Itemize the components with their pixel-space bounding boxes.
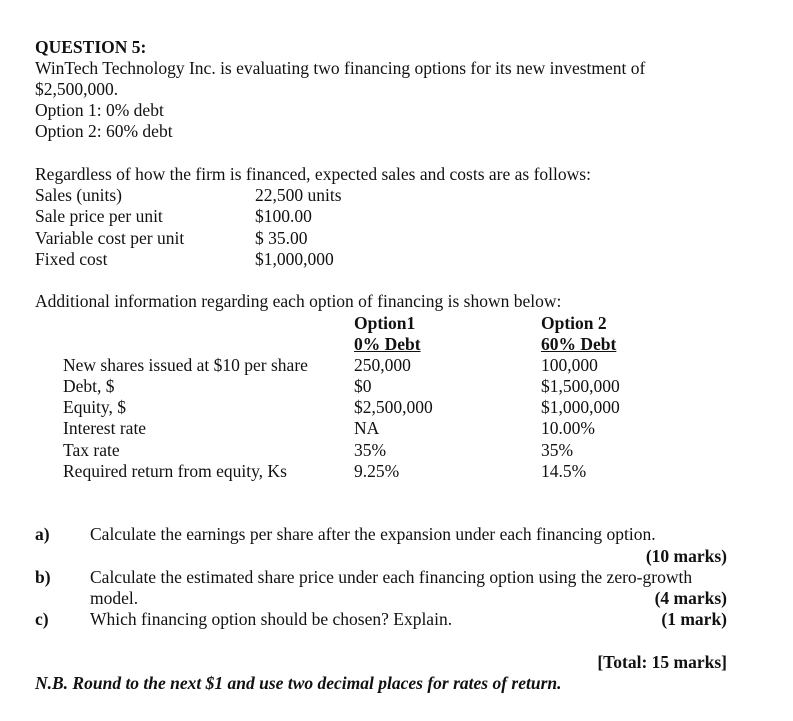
cost-label: Variable cost per unit — [35, 228, 185, 248]
row-value-option1: $0 — [354, 376, 372, 396]
part-text: Calculate the earnings per share after the expansion under each financing option. — [90, 524, 656, 544]
part-letter: b) — [35, 567, 51, 587]
costs-intro: Regardless of how the firm is financed, expected sales and costs are as follows: — [35, 164, 591, 184]
row-value-option2: 14.5% — [541, 461, 587, 481]
part-text-continued: model. — [90, 588, 139, 608]
row-value-option1: 9.25% — [354, 461, 400, 481]
option-1-line: Option 1: 0% debt — [35, 100, 164, 120]
row-value-option2: $1,500,000 — [541, 376, 620, 396]
intro-line-1: WinTech Technology Inc. is evaluating two financing options for its new investment of — [35, 58, 646, 78]
question-heading: QUESTION 5: — [35, 37, 147, 57]
intro-line-2: $2,500,000. — [35, 79, 119, 99]
col-subheader-option2: 60% Debt — [541, 334, 617, 354]
part-text: Which financing option should be chosen? Explain. — [90, 609, 453, 629]
row-value-option2: 10.00% — [541, 418, 595, 438]
row-label: Interest rate — [63, 418, 147, 438]
row-value-option1: $2,500,000 — [354, 397, 433, 417]
cost-label: Sale price per unit — [35, 206, 163, 226]
row-value-option2: $1,000,000 — [541, 397, 620, 417]
row-value-option1: 35% — [354, 440, 387, 460]
part-letter: c) — [35, 609, 49, 629]
row-label: Required return from equity, Ks — [63, 461, 287, 481]
part-text: Calculate the estimated share price under each financing option using the zero-growth — [90, 567, 693, 587]
row-label: New shares issued at $10 per share — [63, 355, 308, 375]
row-label: Debt, $ — [63, 376, 115, 396]
col-header-option2: Option 2 — [541, 313, 607, 333]
col-subheader-option1: 0% Debt — [354, 334, 421, 354]
part-marks: (10 marks) — [645, 546, 727, 566]
part-marks: (1 mark) — [661, 609, 727, 629]
cost-label: Sales (units) — [35, 185, 123, 205]
option-2-line: Option 2: 60% debt — [35, 121, 173, 141]
part-marks: (4 marks) — [654, 588, 727, 608]
cost-value: 22,500 units — [255, 185, 342, 205]
row-value-option1: 250,000 — [354, 355, 411, 375]
row-label: Tax rate — [63, 440, 120, 460]
row-label: Equity, $ — [63, 397, 127, 417]
additional-intro: Additional information regarding each option of financing is shown below: — [35, 291, 562, 311]
cost-value: $100.00 — [255, 206, 312, 226]
total-marks: [Total: 15 marks] — [597, 652, 727, 672]
row-value-option1: NA — [354, 418, 380, 438]
cost-label: Fixed cost — [35, 249, 108, 269]
part-letter: a) — [35, 524, 50, 544]
cost-value: $1,000,000 — [255, 249, 334, 269]
cost-value: $ 35.00 — [255, 228, 308, 248]
row-value-option2: 35% — [541, 440, 574, 460]
rounding-note: N.B. Round to the next $1 and use two decimal places for rates of return. — [35, 673, 562, 693]
col-header-option1: Option1 — [354, 313, 416, 333]
row-value-option2: 100,000 — [541, 355, 598, 375]
